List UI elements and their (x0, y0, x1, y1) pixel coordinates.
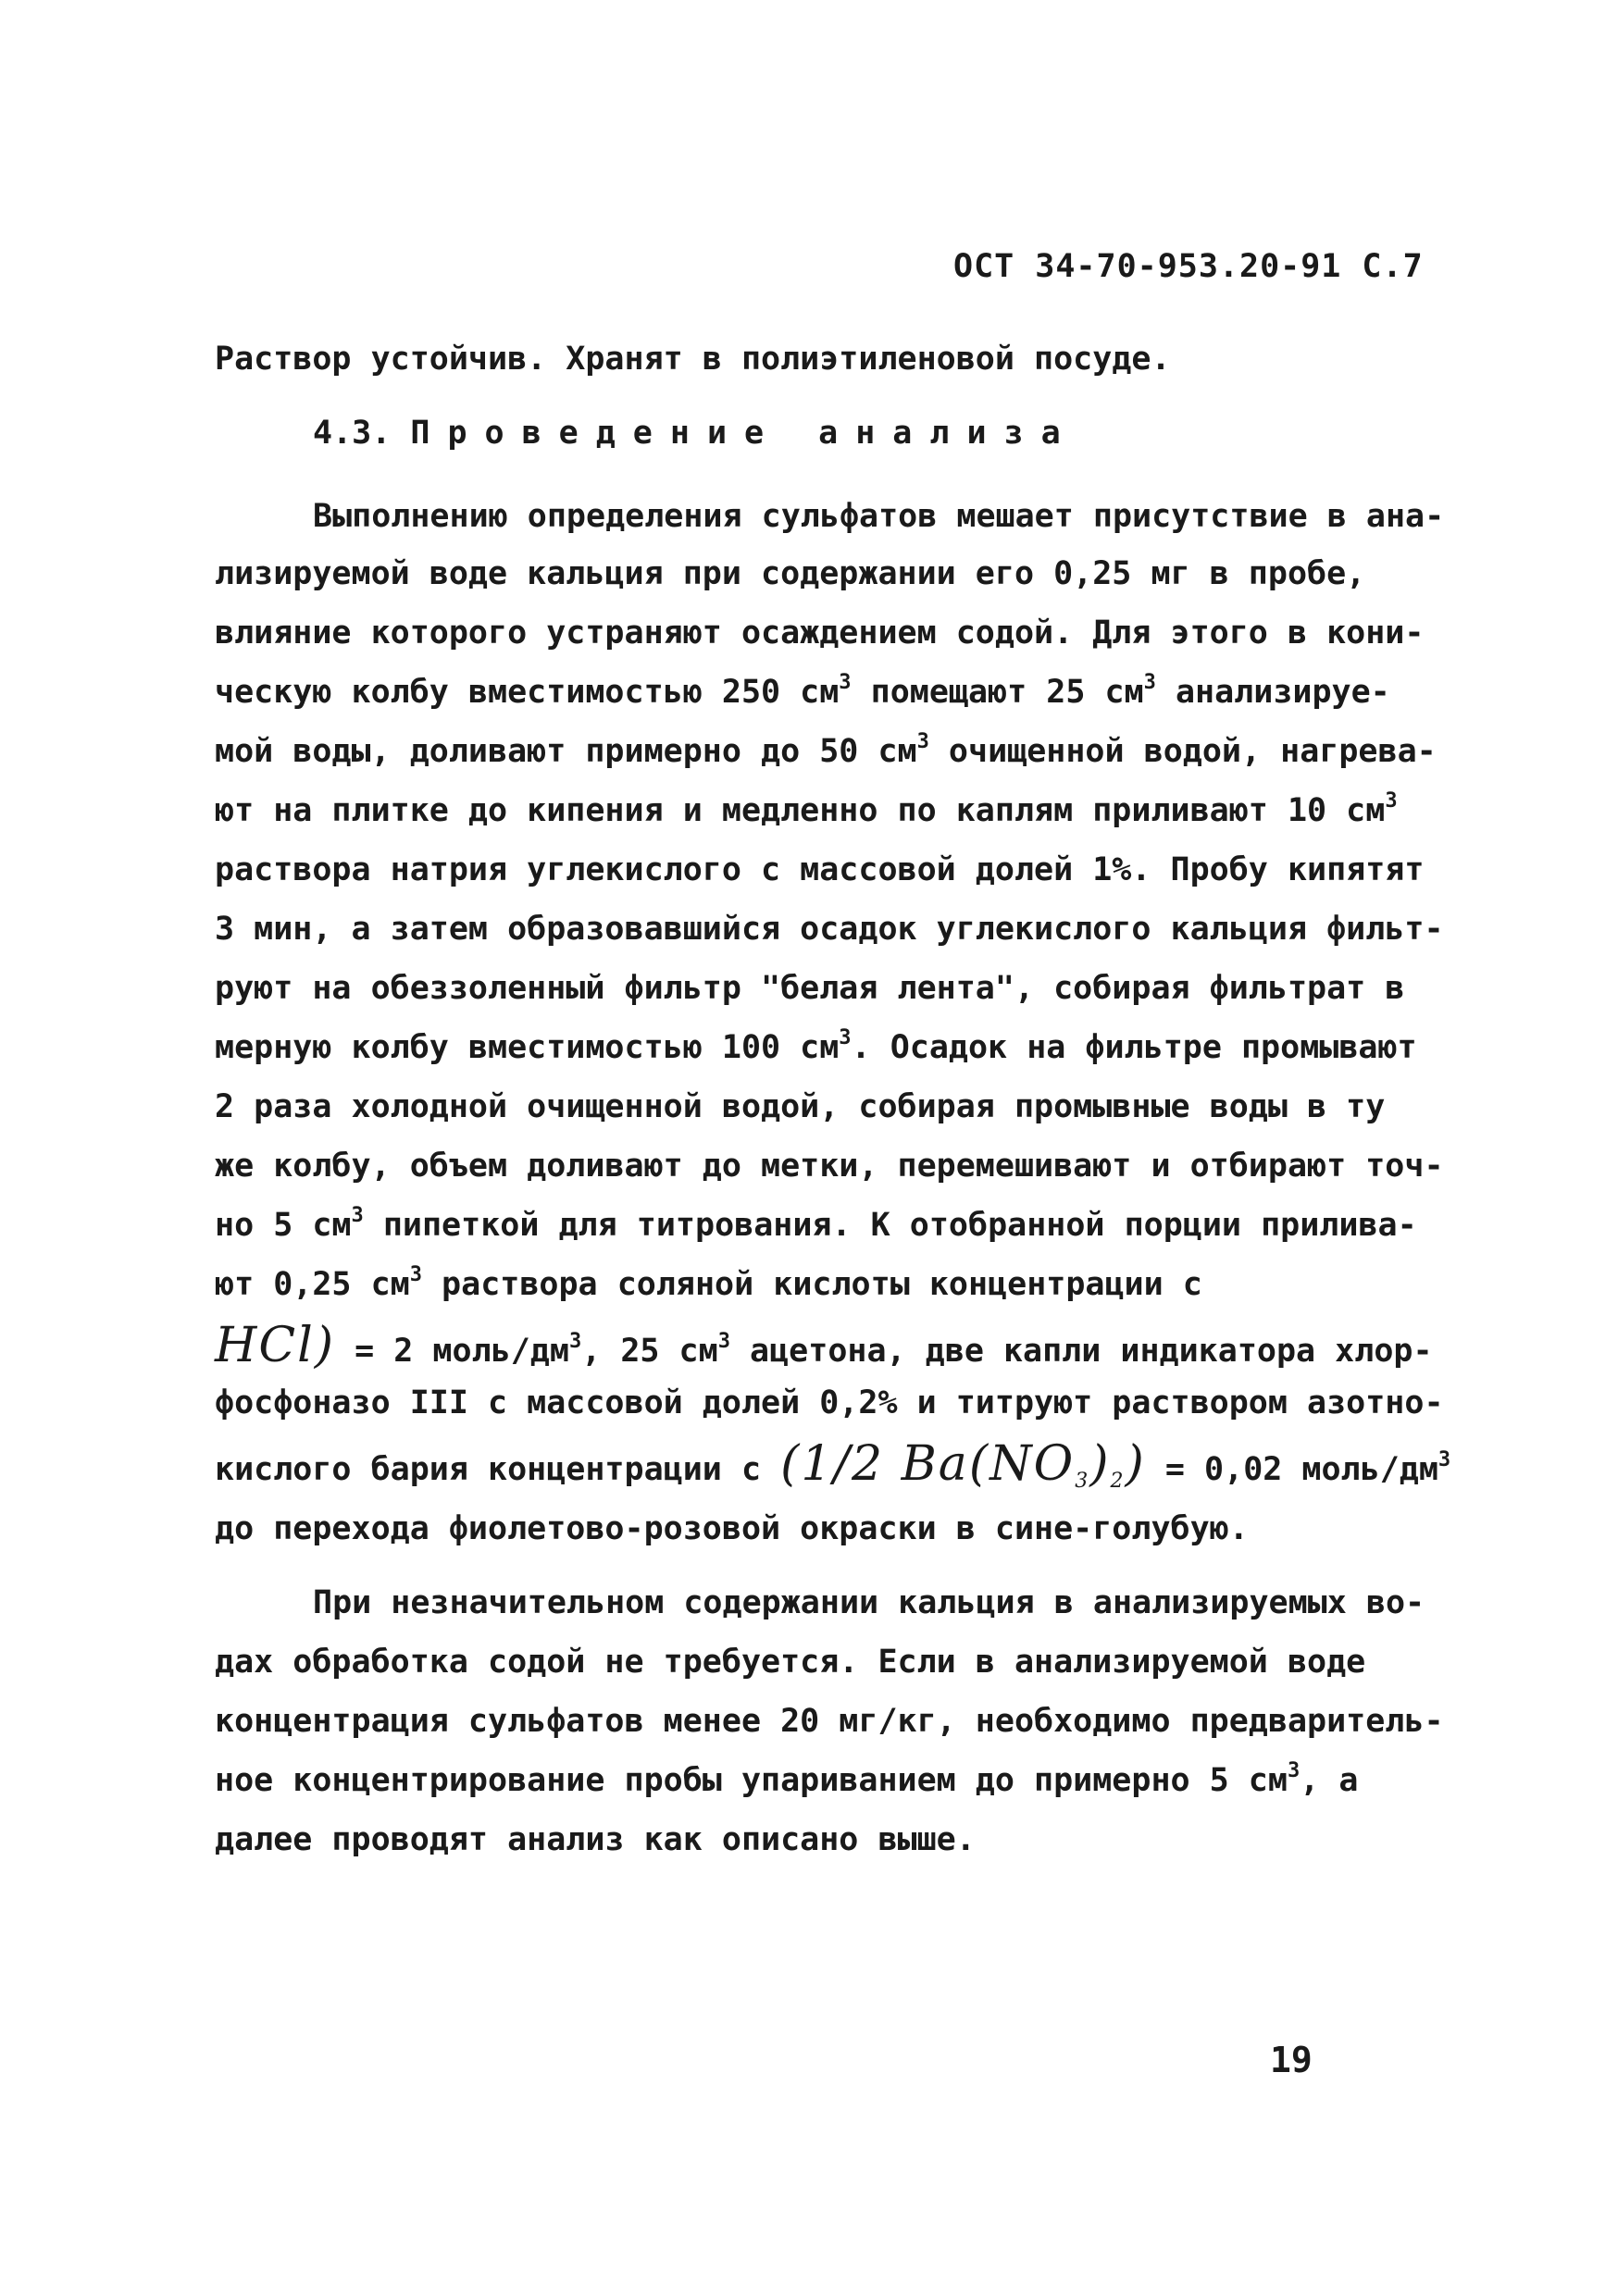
paragraph-line: руют на обеззоленный фильтр "белая лента", собирая фильтрат в (215, 970, 1405, 1007)
paragraph-line: фосфоназо III с массовой долей 0,2% и титруют раствором азотно- (215, 1384, 1444, 1421)
paragraph-line: до перехода фиолетово-розовой окраски в сине-голубую. (215, 1510, 1249, 1547)
intro-line: Раствор устойчив. Хранят в полиэтиленовой посуде. (215, 341, 1171, 378)
paragraph-line: раствора натрия углекислого с массовой долей 1%. Пробу кипятят (215, 851, 1425, 888)
paragraph-line: дах обработка содой не требуется. Если в анализируемой воде (215, 1644, 1366, 1681)
paragraph-line: кислого бария концентрации с (1/2 $Ba(NO_3)_2) = 0,02$ моль/$дм^3$ (215, 1436, 1451, 1493)
paragraph-line: лизируемой воде кальция при содержании его 0,25 мг в пробе, (215, 555, 1366, 592)
section-number: 4.3. (313, 415, 392, 452)
paragraph-line: мой воды, доливают примерно до 50 $см^3$ очищенной водой, нагрева- (215, 730, 1437, 770)
paragraph-line: концентрация сульфатов менее 20 мг/кг, необходимо предваритель- (215, 1703, 1444, 1740)
paragraph-line: влияние которого устраняют осаждением содой. Для этого в кони- (215, 614, 1425, 652)
paragraph-line: же колбу, объем доливают до метки, перемешивают и отбирают точ- (215, 1148, 1444, 1185)
paragraph-line: мерную колбу вместимостью 100 $см^3$. Осадок на фильтре промывают (215, 1026, 1417, 1066)
section-title: Проведение анализа (410, 415, 1078, 452)
handwritten-formula: HCl) (215, 1318, 336, 1373)
handwritten-formula: (1/2 $Ba(NO_3)_2$) (780, 1436, 1146, 1493)
paragraph-line: Выполнению определения сульфатов мешает присутствие в ана- (313, 498, 1445, 535)
paragraph-line: но 5 $см^3$ пипеткой для титрования. К отобранной порции прилива- (215, 1204, 1417, 1244)
paragraph-line: ют на плитке до кипения и медленно по каплям приливают 10 $см^3$ (215, 789, 1398, 829)
paragraph-line: ное концентрирование пробы упариванием до примерно 5 $см^3$, а (215, 1759, 1359, 1799)
paragraph-line: 3 мин, а затем образовавшийся осадок углекислого кальция фильт- (215, 911, 1444, 948)
section-heading (313, 415, 1078, 452)
paragraph-line: HCl) = 2 моль/$дм^3$, 25 $см^3$ ацетона, две капли индикатора хлор- (215, 1318, 1433, 1373)
paragraph-line: ческую колбу вместимостью 250 $см^3$ помещают 25 $см^3$ анализируе- (215, 671, 1390, 711)
paragraph-line: 2 раза холодной очищенной водой, собирая промывные воды в ту (215, 1088, 1386, 1125)
paragraph-line: далее проводят анализ как описано выше. (215, 1821, 976, 1858)
paragraph-line: При незначительном содержании кальция в анализируемых во- (313, 1584, 1425, 1621)
document-header: ОСТ 34-70-953.20-91 С.7 (953, 248, 1424, 285)
page-number: 19 (1270, 2040, 1313, 2080)
paragraph-line: ют 0,25 $см^3$ раствора соляной кислоты концентрации с (215, 1263, 1202, 1303)
